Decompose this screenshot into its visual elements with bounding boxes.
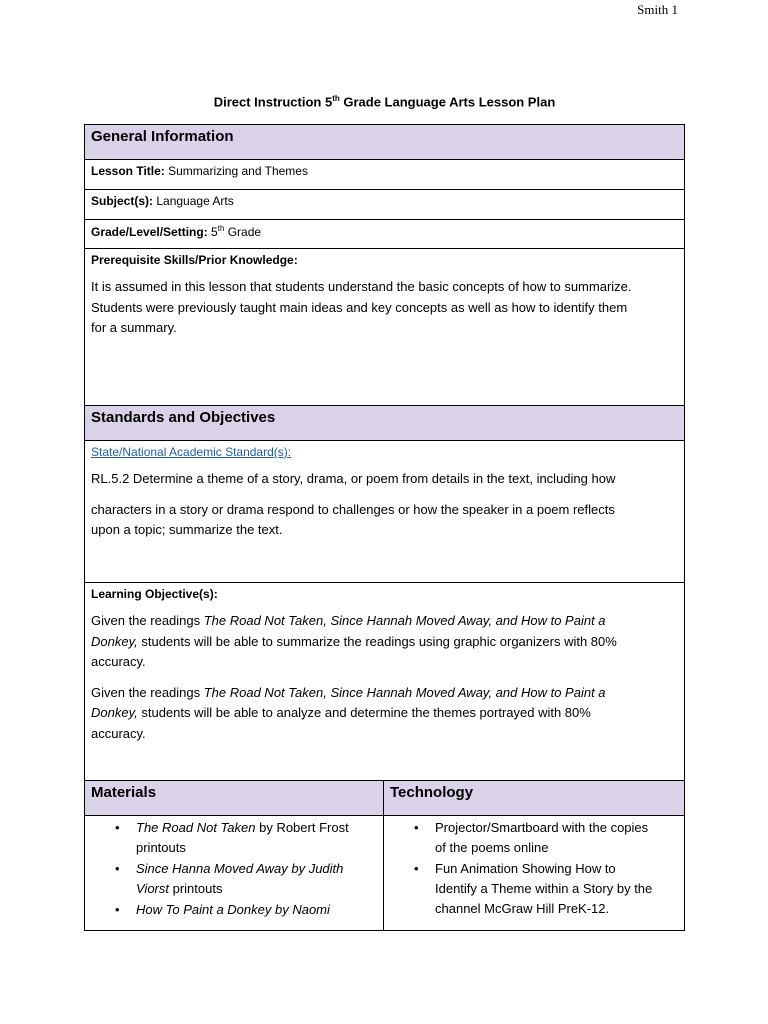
subjects-row: Subject(s): Language Arts — [85, 190, 684, 220]
grade-level-row: Grade/Level/Setting: 5th Grade — [85, 220, 684, 249]
list-item: • The Road Not Taken by Robert Frost printouts — [115, 820, 349, 855]
standard-link[interactable]: State/National Academic Standard(s): — [91, 445, 292, 459]
materials-heading: Materials — [85, 781, 384, 815]
learning-objectives-row — [85, 583, 684, 781]
objective-1: Given the readings The Road Not Taken, Since Hannah Moved Away, and How to Paint a Donkey, students will be able to summarize the readings using graphic organizers with 80% accuracy. — [91, 613, 617, 669]
lesson-plan-table — [84, 124, 685, 931]
materials-technology-content-row — [85, 816, 684, 930]
page-header-name: Smith 1 — [637, 2, 678, 17]
lesson-title-row: Lesson Title: Summarizing and Themes — [85, 160, 684, 190]
standards-row — [85, 441, 684, 583]
technology-list-cell — [384, 816, 684, 930]
technology-heading: Technology — [384, 781, 684, 815]
standard-text-line: RL.5.2 Determine a theme of a story, drama, or poem from details in the text, including how — [91, 471, 616, 486]
list-item: • How To Paint a Donkey by Naomi — [115, 902, 330, 917]
materials-list — [85, 818, 383, 920]
prerequisite-skills-row — [85, 249, 684, 406]
prerequisite-text-line: Students were previously taught main ideas and key concepts as well as how to identify them — [91, 299, 628, 315]
standards-objectives-heading: Standards and Objectives — [85, 406, 684, 441]
objective-2: Given the readings The Road Not Taken, Since Hannah Moved Away, and How to Paint a Donkey, students will be able to analyze and determine the themes portrayed with 80% accuracy. — [91, 684, 606, 741]
objectives-label: Learning Objective(s): — [91, 587, 218, 601]
technology-list — [384, 818, 684, 919]
materials-list-cell — [85, 816, 384, 930]
standard-text-line: upon a topic; summarize the text. — [91, 522, 283, 537]
prerequisite-text-line: It is assumed in this lesson that students understand the basic concepts of how to summarize. — [91, 279, 632, 294]
prerequisite-text-line: for a summary. — [91, 320, 177, 335]
materials-technology-heading-row — [85, 781, 684, 816]
document-title: Direct Instruction 5th Grade Language Arts Lesson Plan — [213, 94, 556, 110]
general-information-heading: General Information — [85, 125, 684, 160]
standard-text-line: characters in a story or drama respond to challenges or how the speaker in a poem reflects — [91, 501, 615, 517]
list-item: • Since Hanna Moved Away by Judith Viorst printouts — [115, 861, 344, 896]
list-item: • Projector/Smartboard with the copies of the poems online — [414, 820, 649, 855]
prerequisite-label: Prerequisite Skills/Prior Knowledge: — [91, 253, 298, 267]
list-item: • Fun Animation Showing How to Identify a Theme within a Story by the channel McGraw Hill PreK-12. — [414, 861, 653, 916]
